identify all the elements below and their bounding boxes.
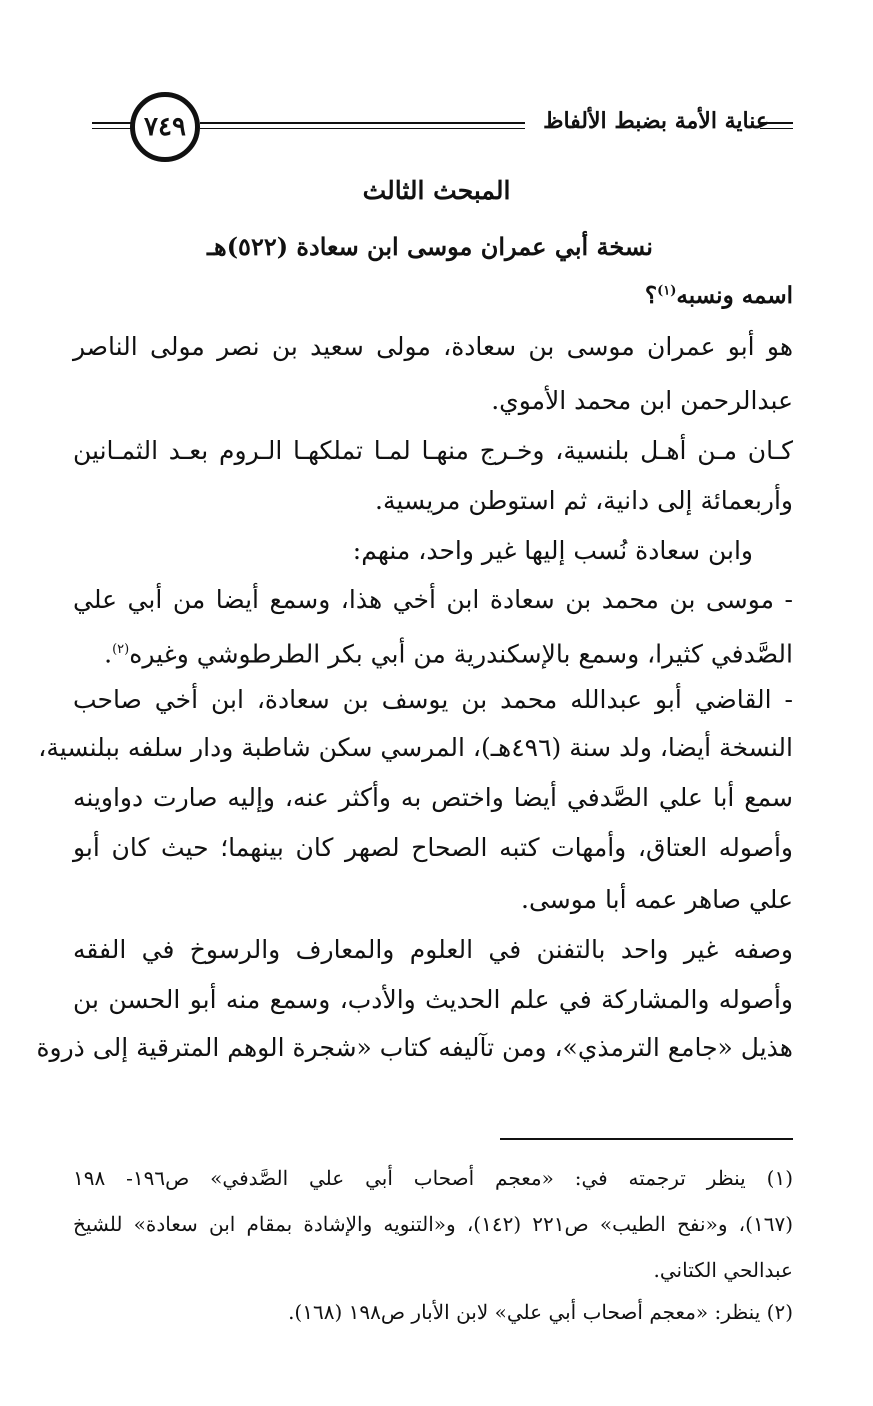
footnote-separator: [500, 1138, 793, 1140]
page-number-badge: [130, 92, 200, 162]
body-line-7-end: .: [104, 639, 113, 669]
body-line-3: كـان مـن أهـل بلنسية، وخـرج منهـا لمـا تملكهـا الـروم بعـد الثمـانين: [73, 436, 793, 465]
page-number: ٧٤٩: [144, 112, 186, 142]
footnote-line-2: (١٦٧)، و«نفح الطيب» ص٢٢١ (١٤٢)، و«التنويه والإشادة بمقام ابن سعادة» للشيخ: [73, 1212, 793, 1236]
body-line-14: وأصوله والمشاركة في علم الحديث والأدب، وسمع منه أبو الحسن بن: [73, 985, 793, 1014]
body-line-12: علي صاهر عمه أبا موسى.: [521, 885, 793, 914]
body-line-15: هذيل «جامع الترمذي»، ومن تآليفه كتاب «شجرة الوهم المترقية إلى ذروة: [36, 1033, 793, 1062]
footnote-ref-1: (١): [657, 283, 677, 299]
body-line-8: - القاضي أبو عبدالله محمد بن يوسف بن سعادة، ابن أخي صاحب: [73, 685, 793, 714]
header-rule-left-bottom: [92, 128, 132, 129]
name-heading: [493, 282, 793, 309]
body-line-10: سمع أبا علي الصَّدفي أيضا واختص به وأكثر عنه، وإليه صارت دواوينه: [73, 783, 793, 812]
body-line-4: وأربعمائة إلى دانية، ثم استوطن مريسية.: [375, 486, 793, 515]
body-line-7-text: الصَّدفي كثيرا، وسمع بالإسكندرية من أبي بكر الطرطوشي وغيره: [129, 639, 793, 669]
body-line-7: [73, 633, 793, 671]
body-line-1: هو أبو عمران موسى بن سعادة، مولى سعيد بن نصر مولى الناصر: [73, 332, 793, 361]
header-rule-right-top: [760, 122, 793, 124]
body-line-13: وصفه غير واحد بالتفنن في العلوم والمعارف والرسوخ في الفقه: [73, 935, 793, 964]
body-line-11: وأصوله العتاق، وأمهات كتبه الصحاح لصهر كان بينهما؛ حيث كان أبو: [73, 833, 793, 862]
body-line-9: النسخة أيضا، ولد سنة (٤٩٦هـ)، المرسي سكن شاطبة ودار سلفه ببلنسية،: [38, 733, 793, 762]
header-rule-left-top: [92, 122, 132, 124]
subtitle-heading: نسخة أبي عمران موسى ابن سعادة (٥٢٢)هـ: [207, 232, 653, 261]
name-heading-end: ؟: [644, 282, 658, 309]
footnote-line-1: (١) ينظر ترجمته في: «معجم أصحاب أبي علي الصَّدفي» ص١٩٦- ١٩٨: [73, 1166, 793, 1190]
header-rule-middle-top: [200, 122, 525, 124]
body-line-6: - موسى بن محمد بن سعادة ابن أخي هذا، وسمع أيضا من أبي علي: [73, 585, 793, 614]
body-line-5: وابن سعادة نُسب إليها غير واحد، منهم:: [352, 536, 753, 565]
running-title: عناية الأمة بضبط الألفاظ: [543, 108, 769, 134]
section-heading: المبحث الثالث: [362, 176, 511, 205]
body-line-2: عبدالرحمن ابن محمد الأموي.: [491, 386, 793, 415]
footnote-line-3: عبدالحي الكتاني.: [653, 1258, 793, 1282]
header-rule-right-bottom: [760, 128, 793, 129]
name-heading-text: اسمه ونسبه: [676, 282, 793, 309]
header-rule-middle-bottom: [200, 128, 525, 129]
footnote-ref-2: (٢): [112, 642, 130, 657]
footnote-line-4: (٢) ينظر: «معجم أصحاب أبي علي» لابن الأبار ص١٩٨ (١٦٨).: [288, 1300, 793, 1324]
